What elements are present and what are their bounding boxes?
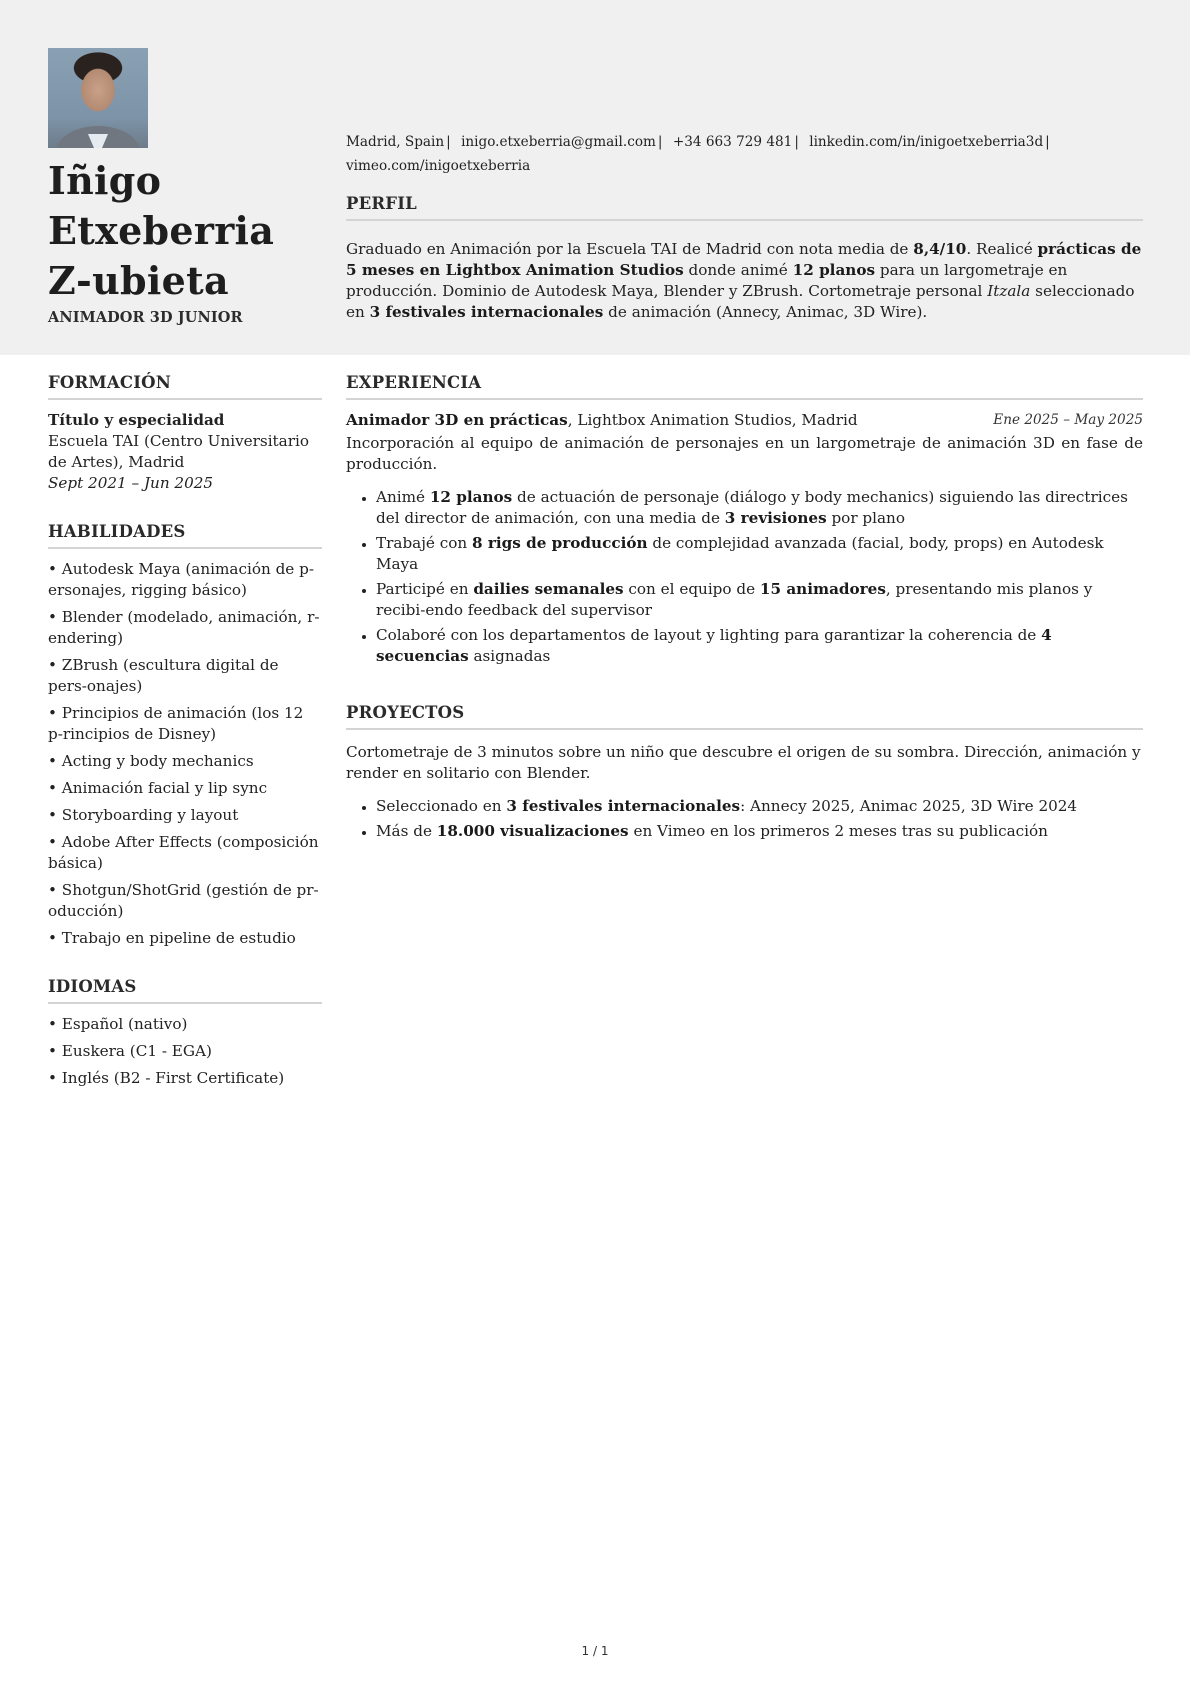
body-text: para un largometraje en producción. Dominio de Autodesk Maya, Blender y ZBrush. Cortometraje personal: [346, 261, 1068, 300]
body-text: Graduado en Animación por la Escuela TAI de Madrid con nota media de: [346, 240, 914, 258]
emphasis-text: 12 planos: [792, 261, 876, 279]
page-indicator: 1 / 1: [581, 1644, 609, 1658]
emphasis-text: 8,4/10: [913, 240, 967, 258]
contact-linkedin[interactable]: linkedin.com/in/inigoetxeberria3d: [809, 134, 1044, 150]
contact-info: [346, 130, 1146, 178]
project-description: Cortometraje de 3 minutos sobre un niño que descubre el origen de su sombra. Dirección, animación y render en solitario con Blender.: [346, 743, 1141, 782]
achievement-item: [376, 625, 1143, 667]
job-title-company: [346, 410, 858, 431]
body-text: por plano: [826, 509, 905, 527]
separator: |: [657, 134, 663, 150]
skill-item: • Storyboarding y layout: [48, 806, 239, 824]
skill-item: • Animación facial y lip sync: [48, 779, 268, 797]
body-text: de complejidad avanzada (facial, body, props) en Autodesk Maya: [376, 534, 1104, 573]
language-item: • Español (nativo): [48, 1015, 188, 1033]
project-achievements: [346, 796, 1143, 842]
body-text: : Annecy 2025, Animac 2025, 3D Wire 2024: [740, 797, 1078, 815]
education-degree: Título y especialidad: [48, 411, 225, 429]
projects-section: [346, 703, 1143, 842]
language-item: • Inglés (B2 - First Certificate): [48, 1069, 285, 1087]
emphasis-text: 3 revisiones: [724, 509, 827, 527]
section-title-perfil: PERFIL: [346, 194, 1143, 221]
body-text: Animé: [376, 488, 430, 506]
skill-item: • Blender (modelado, animación, r-endering): [48, 608, 320, 647]
candidate-name: Iñigo Etxeberria Z-ubieta: [48, 158, 275, 303]
profile-section: [346, 194, 1143, 323]
profile-photo: [48, 48, 148, 148]
body-text: , presentando mis planos y recibi-endo feedback del supervisor: [376, 580, 1093, 619]
achievement-item: [376, 579, 1143, 621]
skill-item: • Trabajo en pipeline de estudio: [48, 929, 296, 947]
body-text: Más de: [376, 822, 437, 840]
emphasis-text: 4 secuencias: [376, 626, 1052, 665]
emphasis-text: 3 festivales internacionales: [506, 797, 741, 815]
emphasis-text: 12 planos: [429, 488, 513, 506]
job-dates: Ene 2025 – May 2025: [993, 412, 1143, 428]
right-column: [346, 373, 1143, 870]
job-role: Animador 3D en prácticas: [346, 411, 568, 429]
job-title: ANIMADOR 3D JUNIOR: [48, 309, 243, 326]
job-achievements: [346, 487, 1143, 667]
education-section: [48, 373, 322, 494]
body-text: Seleccionado en: [376, 797, 507, 815]
body-text: donde animé: [683, 261, 793, 279]
left-column: [48, 373, 322, 1117]
skill-item: • Principios de animación (los 12 p-rincipios de Disney): [48, 704, 304, 743]
contact-vimeo[interactable]: vimeo.com/inigoetxeberria: [346, 158, 531, 174]
body-text: asignadas: [468, 647, 551, 665]
emphasis-text: 18.000 visualizaciones: [436, 822, 629, 840]
experience-section: [346, 373, 1143, 667]
section-title-idiomas: IDIOMAS: [48, 977, 322, 1004]
contact-email[interactable]: inigo.etxeberria@gmail.com: [461, 134, 656, 150]
emphasis-text: dailies semanales: [473, 580, 624, 598]
contact-phone[interactable]: +34 663 729 481: [672, 134, 793, 150]
skill-item: • Autodesk Maya (animación de p-ersonajes, rigging básico): [48, 560, 314, 599]
separator: |: [446, 134, 451, 150]
contact-location: Madrid, Spain: [346, 134, 445, 150]
education-dates: Sept 2021 – Jun 2025: [48, 474, 214, 492]
job-company: , Lightbox Animation Studios, Madrid: [567, 411, 858, 429]
body-text: . Realicé: [966, 240, 1038, 258]
languages-section: [48, 977, 322, 1089]
section-title-habilidades: HABILIDADES: [48, 522, 322, 549]
body-text: de animación (Annecy, Animac, 3D Wire).: [603, 303, 928, 321]
profile-summary: [346, 239, 1143, 323]
separator: |: [794, 134, 799, 150]
emphasis-text: prácticas de 5 meses en Lightbox Animation Studios: [346, 240, 1142, 279]
section-title-formacion: FORMACIÓN: [48, 373, 322, 400]
emphasis-text: 3 festivales internacionales: [369, 303, 604, 321]
project-achievement-item: [376, 796, 1143, 817]
section-title-experiencia: EXPERIENCIA: [346, 373, 1143, 400]
achievement-item: [376, 487, 1143, 529]
body-text: Participé en: [376, 580, 474, 598]
body-text: Trabajé con: [376, 534, 473, 552]
languages-list: [48, 1014, 322, 1089]
body-text: seleccionado en: [346, 282, 1135, 321]
emphasis-text: 8 rigs de producción: [472, 534, 648, 552]
separator: |: [1045, 134, 1050, 150]
language-item: • Euskera (C1 - EGA): [48, 1042, 212, 1060]
body-text: Colaboré con los departamentos de layout y lighting para garantizar la coherencia de: [376, 626, 1042, 644]
skill-item: • Adobe After Effects (composición básica): [48, 833, 319, 872]
job-header: [346, 410, 1143, 431]
section-title-proyectos: PROYECTOS: [346, 703, 1143, 730]
skill-item: • Acting y body mechanics: [48, 752, 254, 770]
skill-item: • ZBrush (escultura digital de pers-onajes): [48, 656, 279, 695]
body-text: en Vimeo en los primeros 2 meses tras su publicación: [628, 822, 1048, 840]
job-description: Incorporación al equipo de animación de personajes en un largometraje de animación 3D en fase de producción.: [346, 434, 1143, 473]
body-text: de actuación de personaje (diálogo y body mechanics) siguiendo las directrices del director de animación, con una media de: [376, 488, 1128, 527]
body-text: con el equipo de: [623, 580, 760, 598]
skills-list: [48, 559, 322, 949]
education-school: Escuela TAI (Centro Universitario de Artes), Madrid: [48, 432, 309, 471]
emphasis-text: 15 animadores: [759, 580, 886, 598]
project-achievement-item: [376, 821, 1143, 842]
achievement-item: [376, 533, 1143, 575]
skill-item: • Shotgun/ShotGrid (gestión de pr-oducción): [48, 881, 319, 920]
skills-section: [48, 522, 322, 949]
italic-text: Itzala: [987, 282, 1031, 300]
